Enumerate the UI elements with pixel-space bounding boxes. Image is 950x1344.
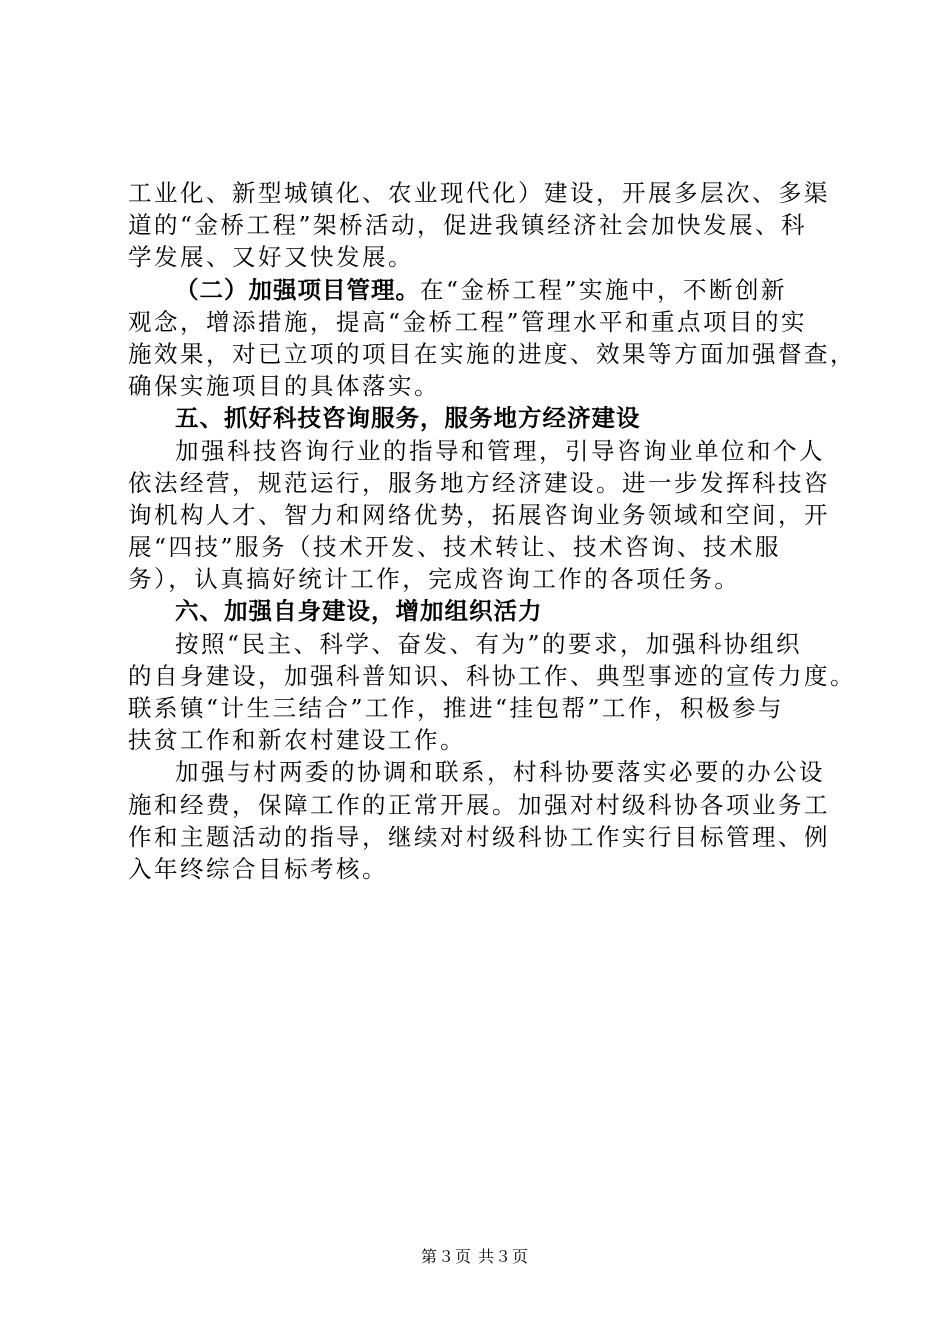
document-body xyxy=(128,177,856,885)
paragraph-line: 依法经营，规范运行，服务地方经济建设。进一步发挥科技咨 xyxy=(128,468,830,497)
paragraph-line: 加强科技咨询行业的指导和管理，引导咨询业单位和个人 xyxy=(175,436,825,465)
paragraph-text: 在“金桥工程”实施中，不断创新 xyxy=(420,275,788,304)
paragraph-line: 联系镇“计生三结合”工作，推进“挂包帮”工作，积极参与 xyxy=(128,694,785,722)
paragraph-line: 按照“民主、科学、奋发、有为”的要求，加强科协组织 xyxy=(175,629,803,658)
paragraph-line: 施和经费，保障工作的正常开展。加强对村级科协各项业务工 xyxy=(128,790,830,819)
section-heading-5: 五、抓好科技咨询服务，服务地方经济建设 xyxy=(175,404,641,433)
paragraph-line: 工业化、新型城镇化、农业现代化）建设，开展多层次、多渠 xyxy=(128,179,830,207)
subsection-heading: （二）加强项目管理。 xyxy=(175,275,420,304)
paragraph-line: 作和主题活动的指导，继续对村级科协工作实行目标管理、例 xyxy=(128,822,830,851)
paragraph-line: 观念，增添措施，提高“金桥工程”管理水平和重点项目的实 xyxy=(128,307,808,336)
paragraph-line: 道的“金桥工程”架桥活动，促进我镇经济社会加快发展、科 xyxy=(128,211,808,240)
paragraph-line: 确保实施项目的具体落实。 xyxy=(128,372,440,401)
paragraph-line: 的自身建设，加强科普知识、科协工作、典型事迹的宣传力度。 xyxy=(128,661,856,690)
paragraph-line: 施效果，对已立项的项目在实施的进度、效果等方面加强督查， xyxy=(128,339,856,368)
subsection-line xyxy=(128,274,828,306)
section-heading-6: 六、加强自身建设，增加组织活力 xyxy=(175,597,543,626)
paragraph-line: 扶贫工作和新农村建设工作。 xyxy=(128,726,466,755)
paragraph-line: 加强与村两委的协调和联系，村科协要落实必要的办公设 xyxy=(175,758,825,787)
page-number-footer: 第３页 共３页 xyxy=(420,1247,530,1266)
paragraph-line: 询机构人才、智力和网络优势，拓展咨询业务领域和空间，开 xyxy=(128,500,830,529)
paragraph-line: 展“四技”服务（技术开发、技术转让、技术咨询、技术服 xyxy=(128,533,782,562)
paragraph-line: 学发展、又好又快发展。 xyxy=(128,243,414,272)
paragraph-line: 入年终综合目标考核。 xyxy=(128,854,388,883)
paragraph-line: 务），认真搞好统计工作，完成咨询工作的各项任务。 xyxy=(128,565,741,594)
